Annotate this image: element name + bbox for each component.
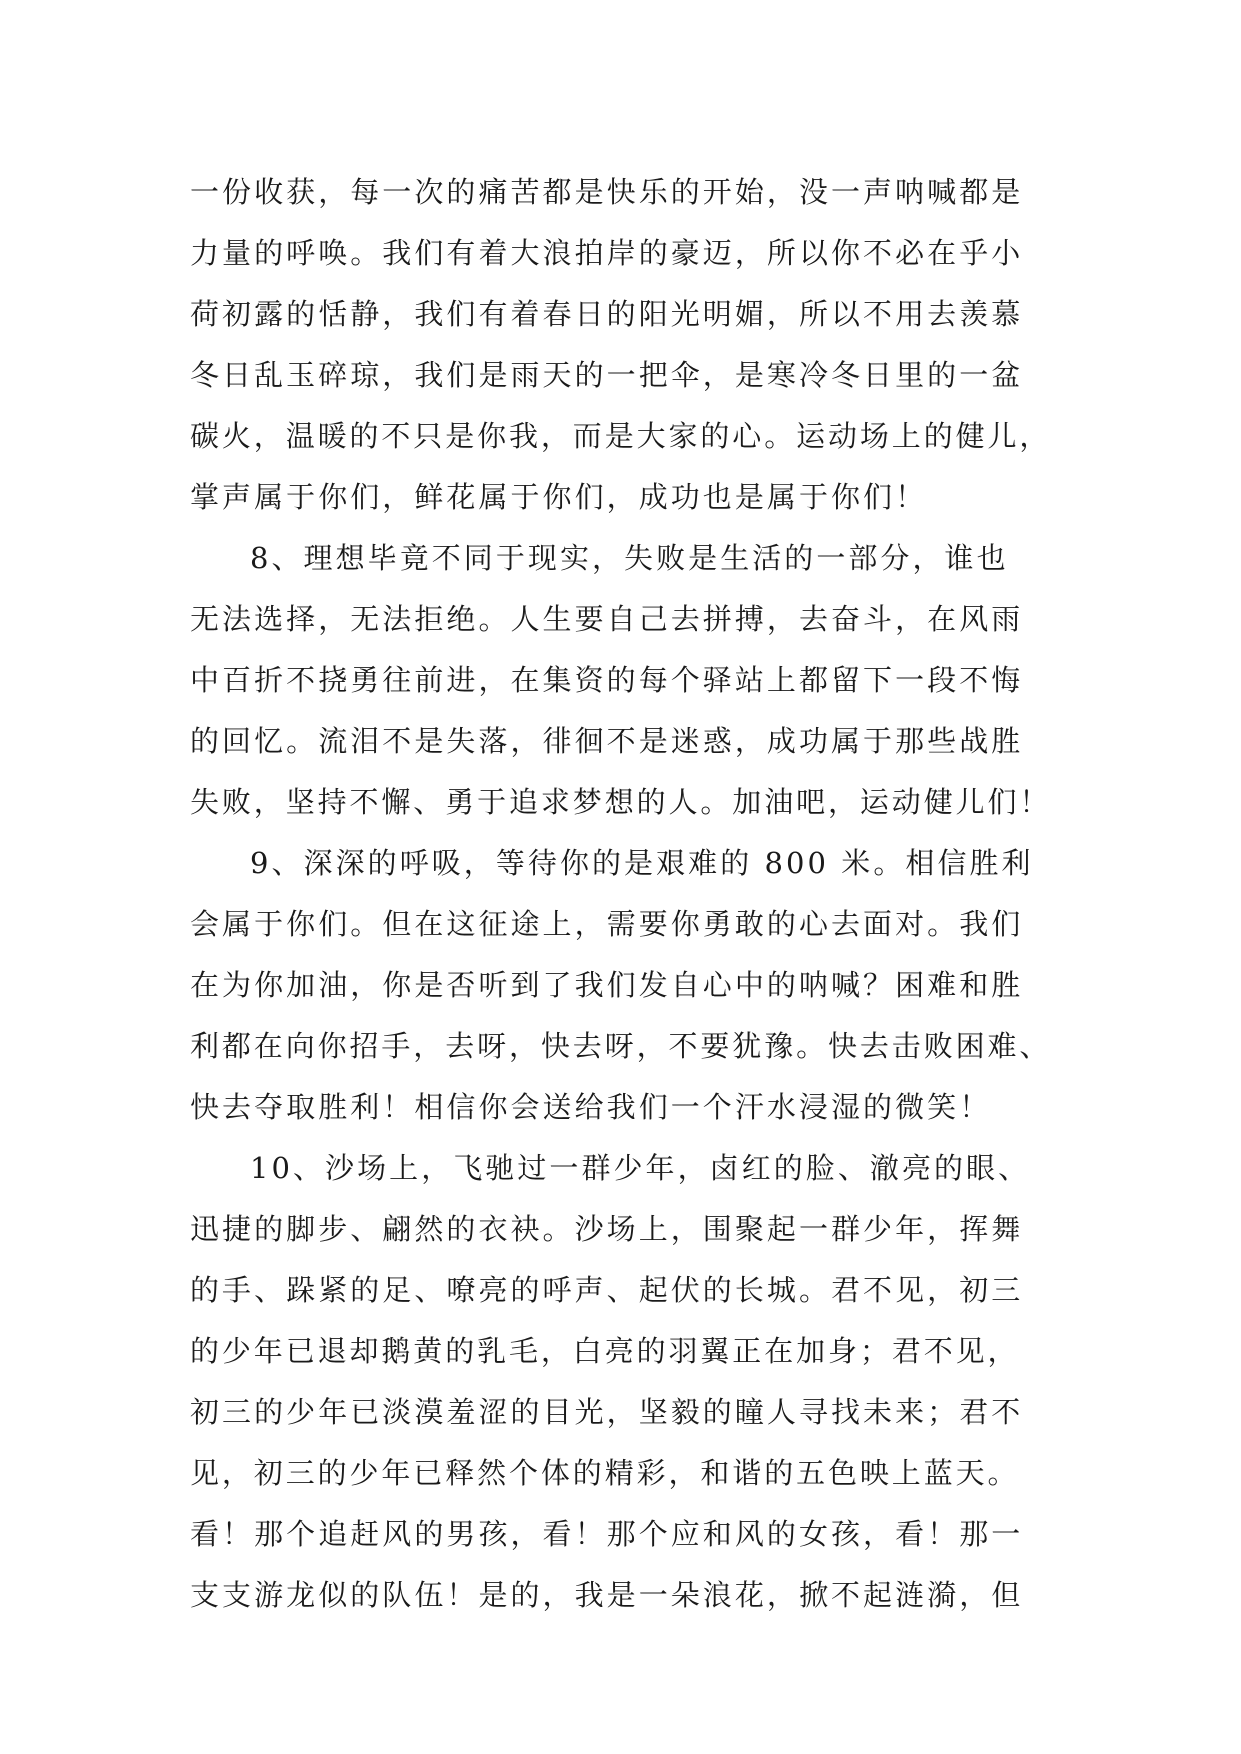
- text-line: 碳火，温暖的不只是你我，而是大家的心。运动场上的健儿，: [190, 419, 1052, 453]
- text-line: 在为你加油，你是否听到了我们发自心中的呐喊？困难和胜: [190, 968, 1024, 1002]
- text-line: 无法选择，无法拒绝。人生要自己去拼搏，去奋斗，在风雨: [190, 602, 1024, 636]
- text-line: 会属于你们。但在这征途上，需要你勇敢的心去面对。我们: [190, 907, 1024, 941]
- text-line: 利都在向你招手，去呀，快去呀，不要犹豫。快去击败困难、: [190, 1029, 1052, 1063]
- text-line: 一份收获，每一次的痛苦都是快乐的开始，没一声呐喊都是: [190, 175, 1024, 209]
- text-line: 初三的少年已淡漠羞涩的目光，坚毅的瞳人寻找未来；君不: [190, 1395, 1024, 1429]
- text-line: 掌声属于你们，鲜花属于你们，成功也是属于你们！: [190, 480, 928, 514]
- text-line: 荷初露的恬静，我们有着春日的阳光明媚，所以不用去羡慕: [190, 297, 1024, 331]
- text-line: 支支游龙似的队伍！是的，我是一朵浪花，掀不起涟漪，但: [190, 1578, 1024, 1612]
- text-line: 迅捷的脚步、翩然的衣袂。沙场上，围聚起一群少年，挥舞: [190, 1212, 1024, 1246]
- text-line: 的回忆。流泪不是失落，徘徊不是迷惑，成功属于那些战胜: [190, 724, 1024, 758]
- text-line: 失败，坚持不懈、勇于追求梦想的人。加油吧，运动健儿们！: [190, 785, 1052, 819]
- text-line: 快去夺取胜利！相信你会送给我们一个汗水浸湿的微笑！: [190, 1090, 992, 1124]
- paragraph-start-8: 8、理想毕竟不同于现实，失败是生活的一部分，谁也: [250, 541, 1009, 575]
- text-line: 冬日乱玉碎琼，我们是雨天的一把伞，是寒冷冬日里的一盆: [190, 358, 1024, 392]
- text-line: 看！那个追赶风的男孩，看！那个应和风的女孩，看！那一: [190, 1517, 1024, 1551]
- text-line: 力量的呼唤。我们有着大浪拍岸的豪迈，所以你不必在乎小: [190, 236, 1024, 270]
- paragraph-start-9: 9、深深的呼吸，等待你的是艰难的 800 米。相信胜利: [250, 846, 1034, 880]
- text-line: 见，初三的少年已释然个体的精彩，和谐的五色映上蓝天。: [190, 1456, 1020, 1490]
- text-line: 中百折不挠勇往前进，在集资的每个驿站上都留下一段不悔: [190, 663, 1024, 697]
- text-line: 的手、跺紧的足、嘹亮的呼声、起伏的长城。君不见，初三: [190, 1273, 1024, 1307]
- text-line: 的少年已退却鹅黄的乳毛，白亮的羽翼正在加身；君不见，: [190, 1334, 1020, 1368]
- document-body: [190, 162, 1080, 1626]
- paragraph-start-10: 10、沙场上，飞驰过一群少年，卤红的脸、澈亮的眼、: [250, 1151, 1031, 1185]
